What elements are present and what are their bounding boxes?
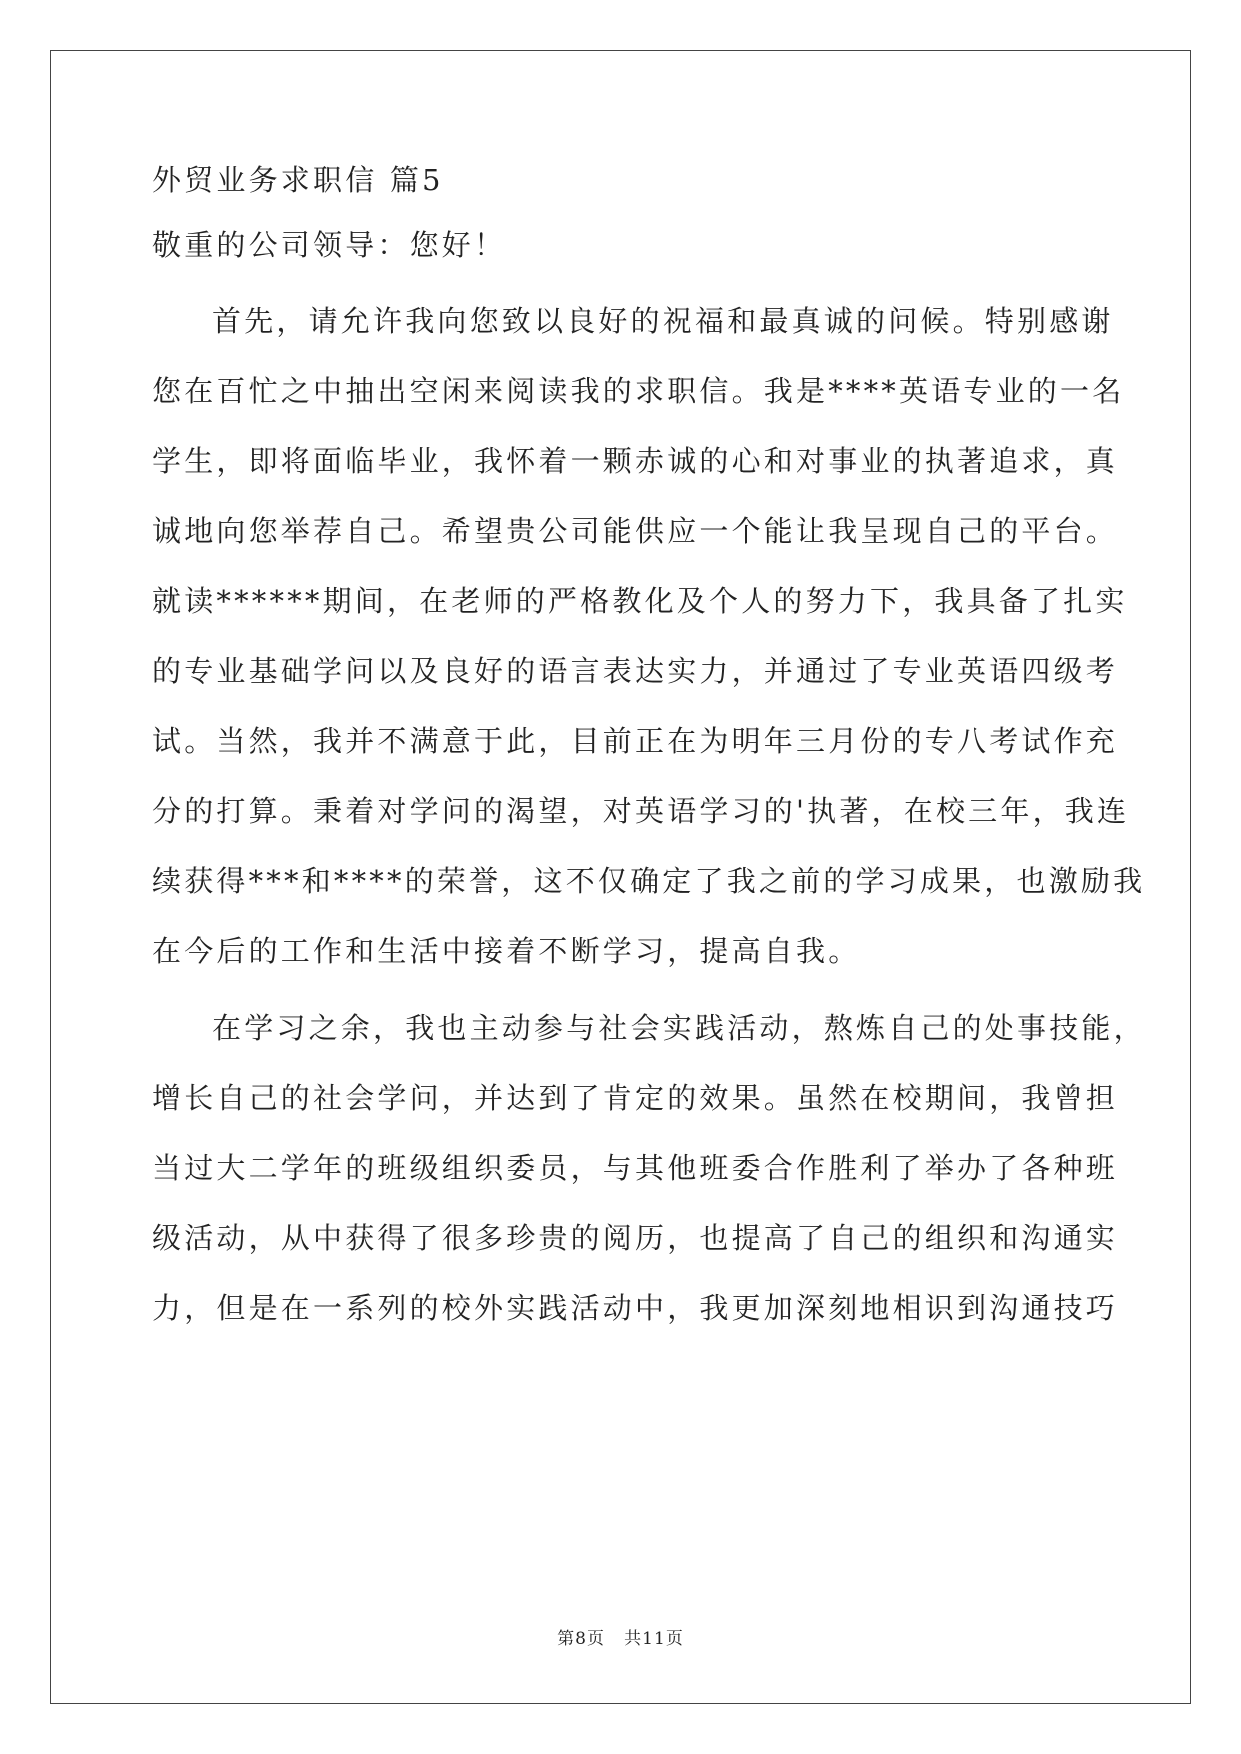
paragraph-2-line: 在学习之余，我也主动参与社会实践活动，熬炼自己的处事技能，: [212, 1011, 1146, 1045]
paragraph-2-line: 级活动，从中获得了很多珍贵的阅历，也提高了自己的组织和沟通实: [152, 1221, 1119, 1255]
document-title: 外贸业务求职信 篇5: [152, 163, 444, 197]
paragraph-1-line: 诚地向您举荐自己。希望贵公司能供应一个能让我呈现自己的平台。: [152, 514, 1119, 548]
paragraph-1-line: 您在百忙之中抽出空闲来阅读我的求职信。我是****英语专业的一名: [152, 374, 1125, 408]
paragraph-1-line: 在今后的工作和生活中接着不断学习，提高自我。: [152, 934, 861, 968]
paragraph-1-line: 试。当然，我并不满意于此，目前正在为明年三月份的专八考试作充: [152, 724, 1119, 758]
paragraph-1-line: 首先，请允许我向您致以良好的祝福和最真诚的问候。特别感谢: [212, 304, 1114, 338]
paragraph-2-line: 当过大二学年的班级组织委员，与其他班委合作胜利了举办了各种班: [152, 1151, 1119, 1185]
paragraph-1-line: 学生，即将面临毕业，我怀着一颗赤诚的心和对事业的执著追求，真: [152, 444, 1119, 478]
paragraph-1-line: 就读******期间，在老师的严格教化及个人的努力下，我具备了扎实: [152, 584, 1128, 618]
salutation: 敬重的公司领导：您好！: [152, 228, 507, 262]
paragraph-2-line: 力，但是在一系列的校外实践活动中，我更加深刻地相识到沟通技巧: [152, 1291, 1119, 1325]
paragraph-1-line: 续获得***和****的荣誉，这不仅确定了我之前的学习成果，也激励我: [152, 864, 1146, 898]
paragraph-1-line: 分的打算。秉着对学问的渴望，对英语学习的'执著，在校三年，我连: [152, 794, 1130, 828]
page-number-footer: 第8页 共11页: [557, 1629, 684, 1649]
paragraph-1-line: 的专业基础学问以及良好的语言表达实力，并通过了专业英语四级考: [152, 654, 1119, 688]
paragraph-2-line: 增长自己的社会学问，并达到了肯定的效果。虽然在校期间，我曾担: [152, 1081, 1119, 1115]
